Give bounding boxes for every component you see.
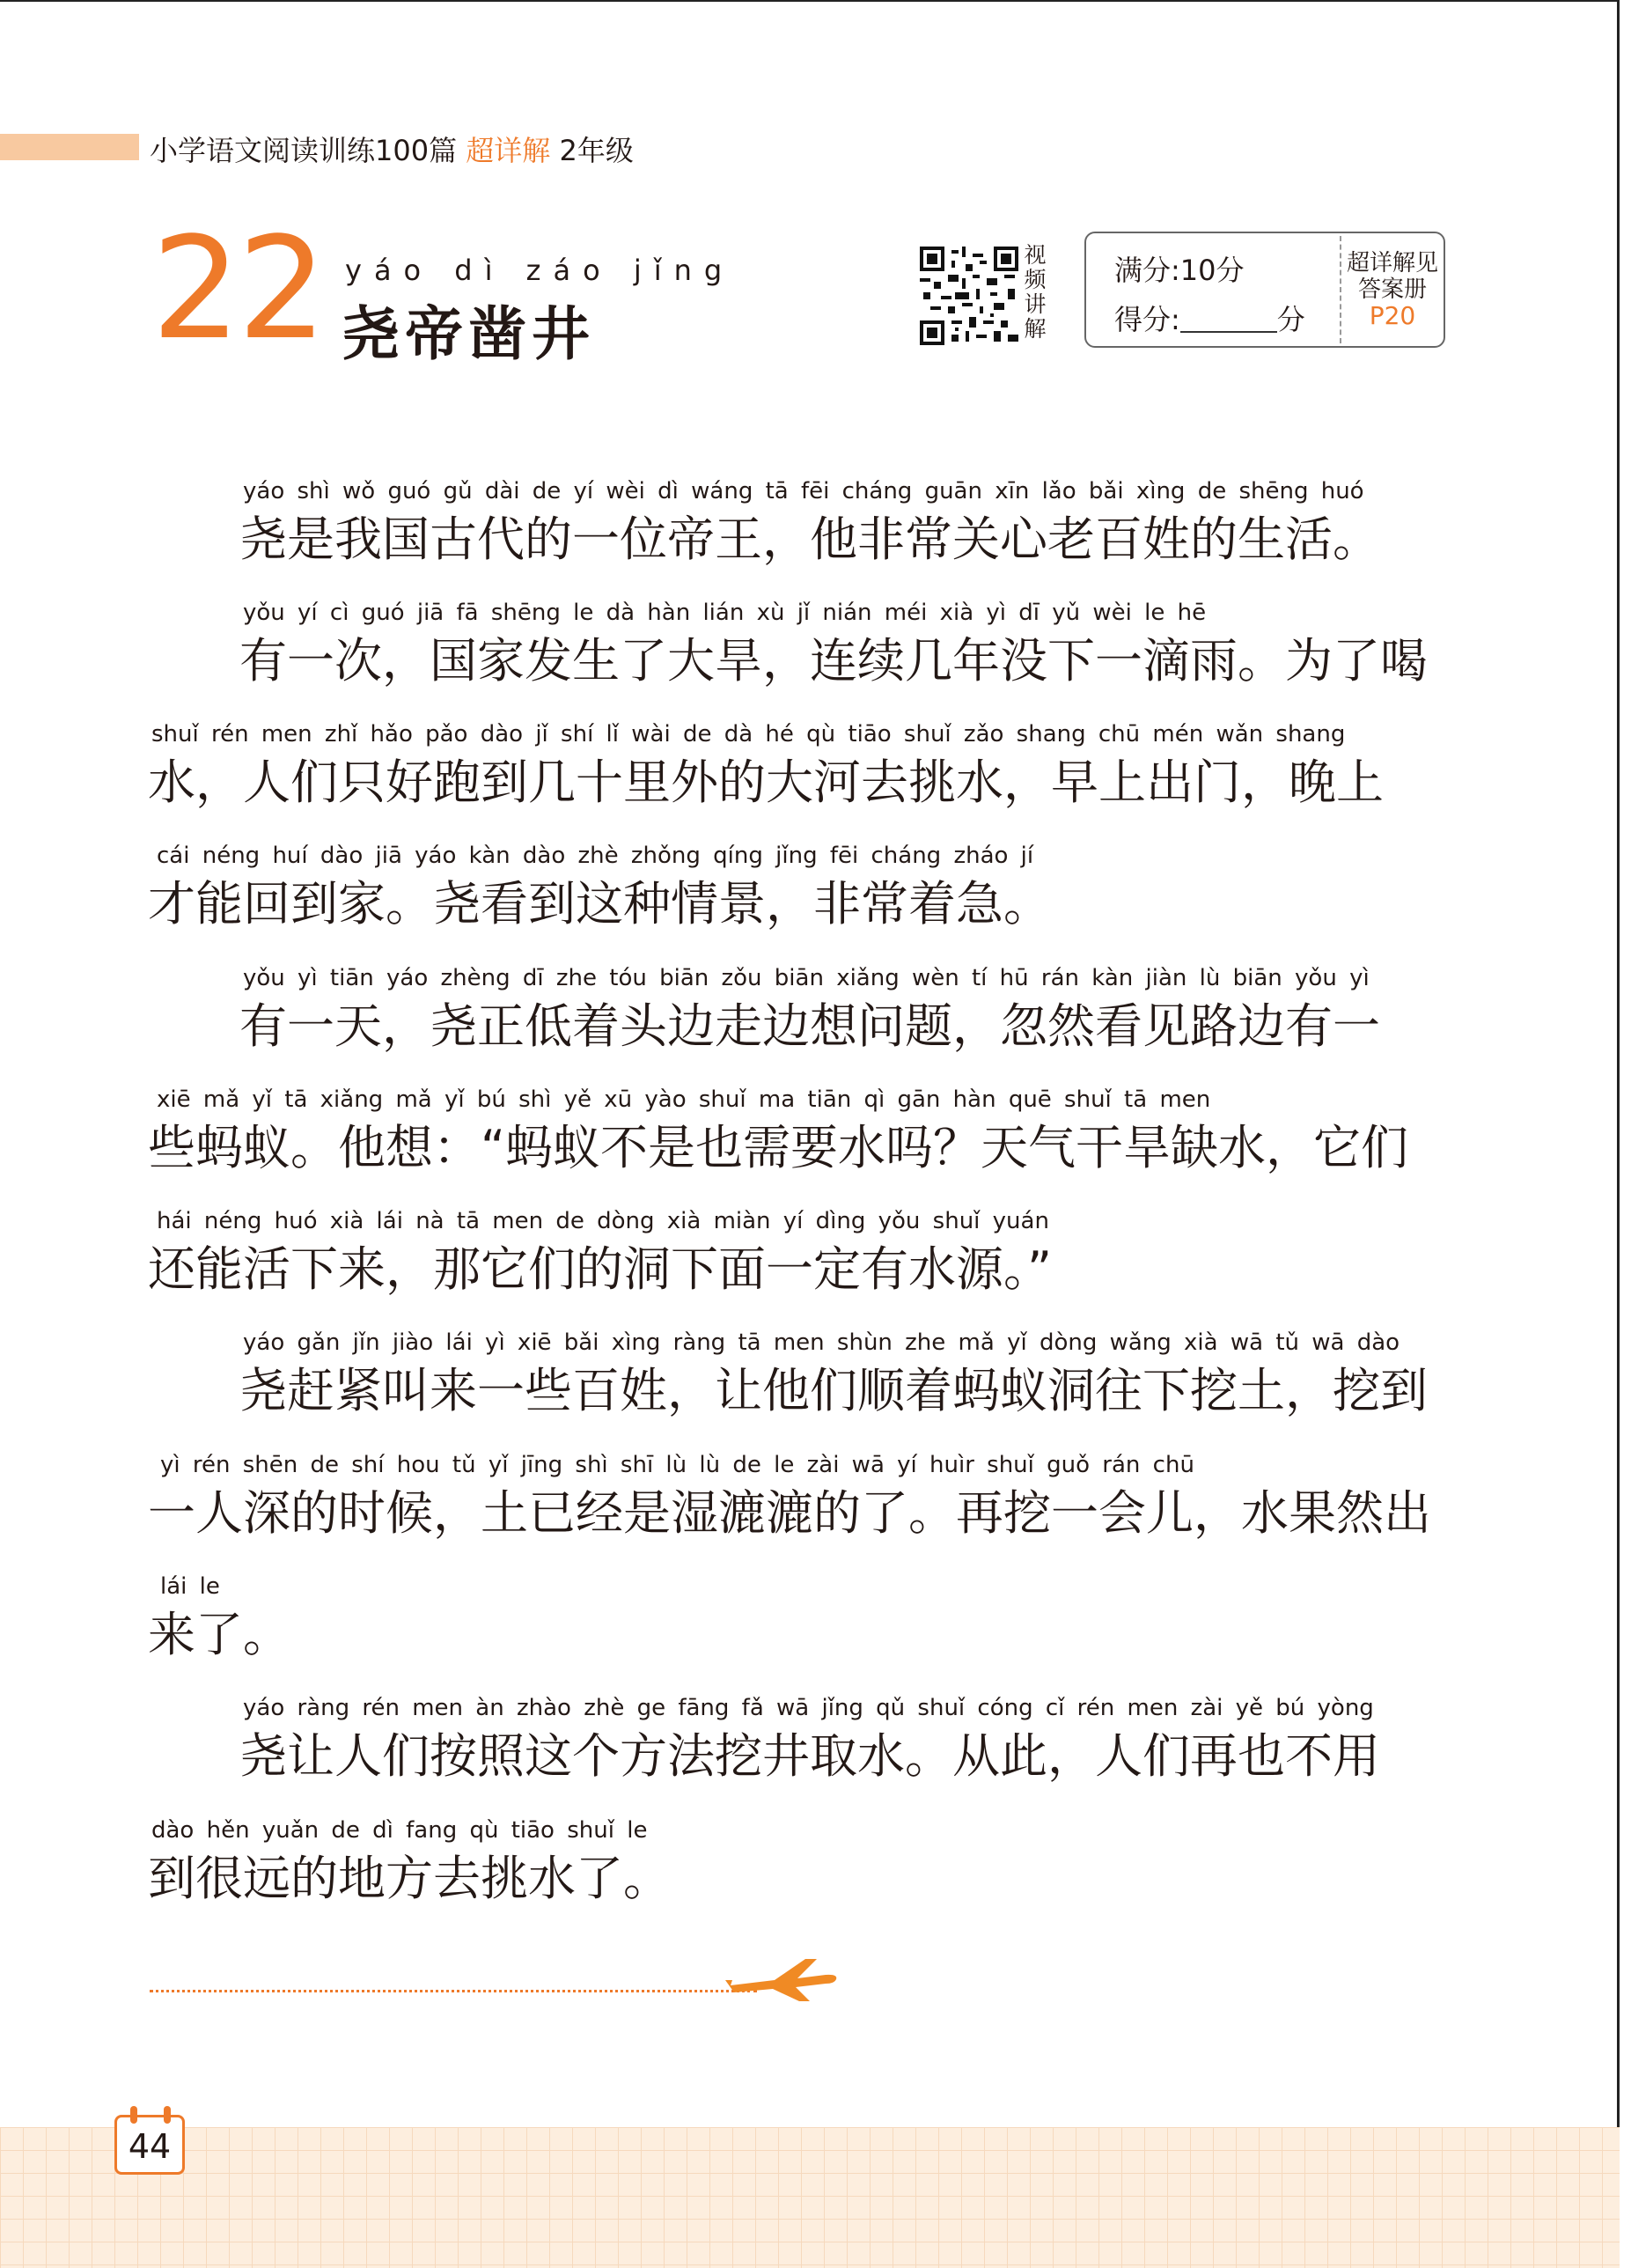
text-line: 有一天，尧正低着头边走边想问题，忽然看见路边有一 [239, 998, 1380, 1054]
text-line: 些蚂蚁。他想：“蚂蚁不是也需要水吗？天气干旱缺水，它们 [148, 1120, 1408, 1175]
qr-video-label [1023, 243, 1047, 342]
qr-code-icon[interactable] [920, 247, 1018, 345]
pinyin-line: yì rén shēn de shí hou tǔ yǐ jīng shì shī lù lù de le zài wā yí huìr shuǐ guǒ rán chū [160, 1452, 1194, 1478]
pinyin-line: xiē mǎ yǐ tā xiǎng mǎ yǐ bú shì yě xū yào shuǐ ma tiān qì gān hàn quē shuǐ tā men [157, 1086, 1211, 1113]
score-label: 得分: [1114, 303, 1180, 336]
full-score: 满分:10分 [1114, 254, 1245, 287]
book-highlight: 超详解 [466, 134, 551, 167]
book-grade: 2年级 [559, 134, 634, 167]
pinyin-line: yáo gǎn jǐn jiào lái yì xiē bǎi xìng ràng tā men shùn zhe mǎ yǐ dòng wǎng xià wā tǔ wā dào [243, 1329, 1400, 1356]
text-line: 尧赶紧叫来一些百姓，让他们顺着蚂蚁洞往下挖土，挖到 [239, 1363, 1428, 1418]
lesson-title-pinyin: yáo dì záo jǐng [345, 254, 735, 287]
answer-line: 答案册 [1357, 276, 1427, 303]
lesson-title: 尧帝凿井 [342, 300, 595, 368]
pinyin-line: yáo ràng rén men àn zhào zhè ge fāng fǎ wā jǐng qǔ shuǐ cóng cǐ rén men zài yě bú yòng [243, 1695, 1374, 1721]
qr-label-char: 频 [1024, 267, 1047, 292]
qr-label-char: 视 [1024, 242, 1047, 268]
page-number: 44 [128, 2127, 172, 2166]
pinyin-line: cái néng huí dào jiā yáo kàn dào zhè zhǒng qíng jǐng fēi cháng zháo jí [157, 843, 1034, 869]
answer-reference [1345, 250, 1440, 329]
text-line: 尧是我国古代的一位帝王，他非常关心老百姓的生活。 [239, 512, 1380, 567]
answer-line: 超详解见 [1346, 250, 1438, 276]
score-unit: 分 [1276, 303, 1305, 336]
pinyin-line: hái néng huó xià lái nà tā men de dòng xià miàn yí dìng yǒu shuǐ yuán [157, 1208, 1049, 1234]
book-header [150, 129, 634, 169]
header-accent-bar [0, 134, 139, 160]
book-title: 小学语文阅读训练100篇 [150, 134, 458, 167]
text-line: 来了。 [148, 1607, 290, 1662]
pinyin-line: yǒu yì tiān yáo zhèng dī zhe tóu biān zǒu biān xiǎng wèn tí hū rán kàn jiàn lù biān yǒu yì [243, 965, 1370, 991]
calendar-ring-icon [164, 2106, 171, 2124]
text-line: 有一次，国家发生了大旱，连续几年没下一滴雨。为了喝 [239, 633, 1428, 688]
text-line: 水，人们只好跑到几十里外的大河去挑水，早上出门，晚上 [148, 755, 1384, 810]
airplane-icon [722, 1950, 841, 2003]
pinyin-line: dào hěn yuǎn de dì fang qù tiāo shuǐ le [151, 1817, 648, 1844]
qr-label-char: 讲 [1024, 291, 1047, 317]
text-line: 还能活下来，那它们的洞下面一定有水源。” [148, 1241, 1052, 1297]
score-divider [1340, 236, 1341, 343]
pinyin-line: yáo shì wǒ guó gǔ dài de yí wèi dì wáng tā fēi cháng guān xīn lǎo bǎi xìng de shēng huó [243, 478, 1364, 504]
dotted-divider [150, 1990, 757, 1992]
text-line: 尧让人们按照这个方法挖井取水。从此，人们再也不用 [239, 1728, 1380, 1784]
qr-label-char: 解 [1024, 316, 1047, 342]
pinyin-line: yǒu yí cì guó jiā fā shēng le dà hàn lián xù jǐ nián méi xià yì dī yǔ wèi le hē [243, 600, 1207, 626]
score-blank[interactable] [1180, 308, 1277, 333]
pinyin-line: lái le [160, 1573, 220, 1600]
text-line: 才能回到家。尧看到这种情景，非常着急。 [148, 876, 1051, 932]
pinyin-line: shuǐ rén men zhǐ hǎo pǎo dào jǐ shí lǐ wài de dà hé qù tiāo shuǐ zǎo shang chū mén wǎn shang [151, 721, 1346, 747]
lesson-number: 22 [151, 206, 324, 371]
score-field[interactable] [1114, 298, 1305, 338]
footer-grid [0, 2127, 1620, 2268]
answer-page: P20 [1369, 301, 1416, 330]
calendar-ring-icon [130, 2106, 137, 2124]
text-line: 到很远的地方去挑水了。 [148, 1851, 671, 1906]
text-line: 一人深的时候，土已经是湿漉漉的了。再挖一会儿，水果然出 [148, 1485, 1431, 1541]
